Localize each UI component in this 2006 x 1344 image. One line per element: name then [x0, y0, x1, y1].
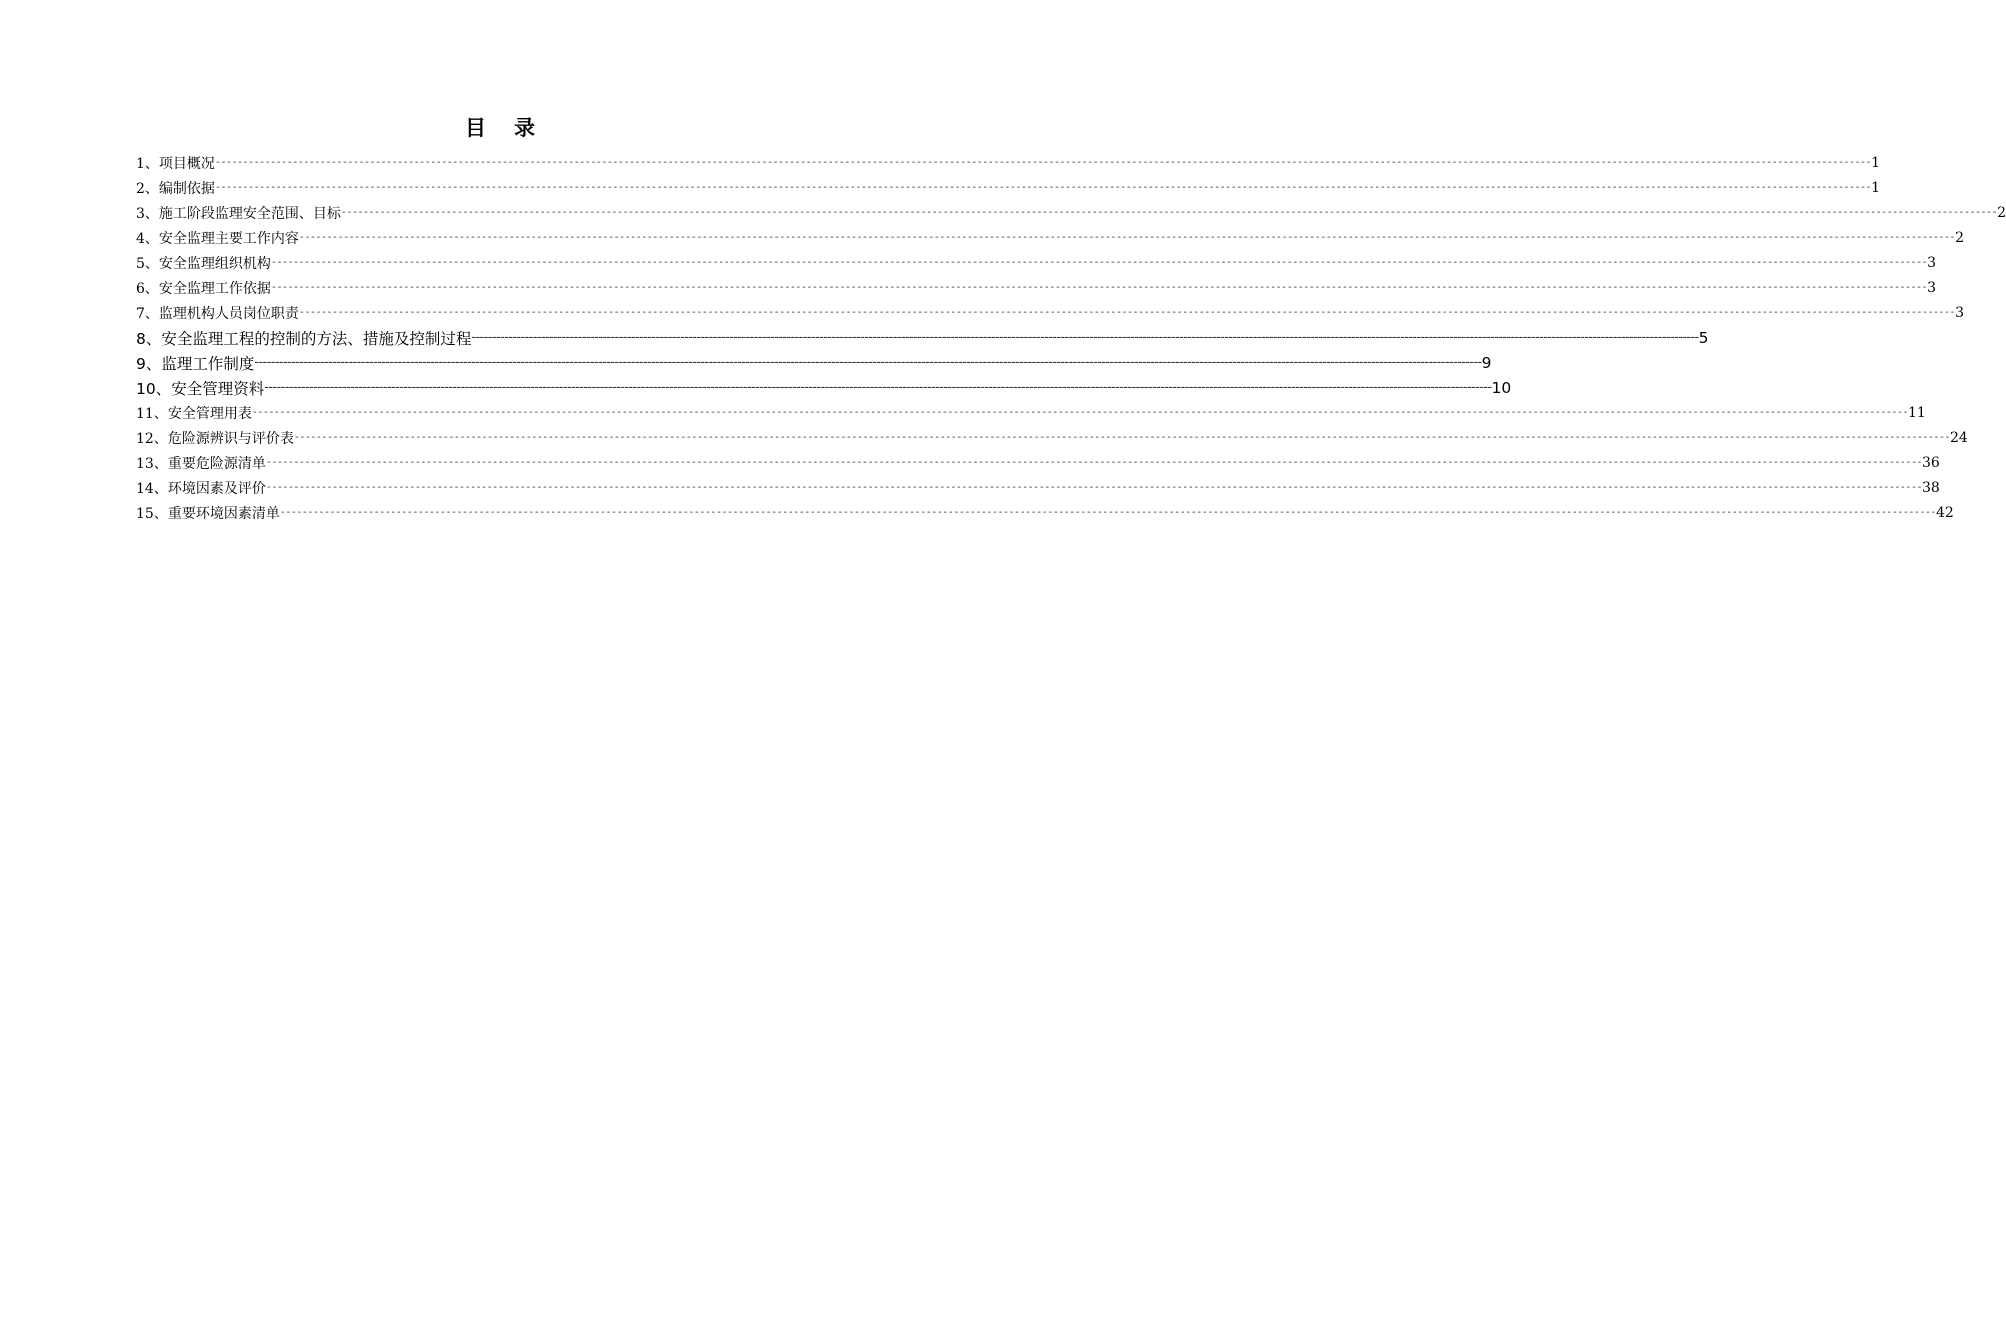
toc-entry-label: 10、安全管理资料 — [136, 379, 265, 398]
toc-entry-page-number: 36 — [1921, 454, 1940, 471]
toc-entry-label: 12、危险源辨识与评价表 — [136, 430, 294, 447]
toc-entry-label: 1、项目概况 — [136, 155, 215, 172]
toc-leader-dashes: ------------------------------------------------------------------------------------------------------------------------------------------------------------------------------------------------------------------------------------------------------------------------------------------------------------ — [293, 432, 1950, 443]
toc-list — [136, 150, 2006, 525]
toc-entry-page-number: 2 — [1955, 229, 1964, 246]
toc-entry-label: 4、安全监理主要工作内容 — [136, 230, 299, 247]
toc-leader-dashes: ------------------------------------------------------------------------------------------------------------------------------------------------------------------------------------------------------------------------------------------------------------------------------------------------------------ — [471, 330, 1699, 345]
toc-entry[interactable] — [136, 500, 1954, 525]
toc-entry-page-number: 3 — [1927, 254, 1936, 271]
toc-leader-dashes: ------------------------------------------------------------------------------------------------------------------------------------------------------------------------------------------------------------------------------------------------------------------------------------------------------------ — [265, 482, 1922, 493]
toc-entry[interactable] — [136, 375, 1512, 400]
toc-leader-dashes: ------------------------------------------------------------------------------------------------------------------------------------------------------------------------------------------------------------------------------------------------------------------------------------------------------------ — [279, 507, 1936, 518]
toc-entry[interactable] — [136, 175, 1880, 200]
toc-entry-label: 3、施工阶段监理安全范围、目标 — [136, 205, 341, 222]
toc-entry-label: 13、重要危险源清单 — [136, 455, 266, 472]
toc-leader-dashes: ------------------------------------------------------------------------------------------------------------------------------------------------------------------------------------------------------------------------------------------------------------------------------------------------------------ — [265, 457, 1922, 468]
toc-leader-dashes: ------------------------------------------------------------------------------------------------------------------------------------------------------------------------------------------------------------------------------------------------------------------------------------------------------------ — [254, 355, 1482, 370]
toc-title-char-2: 录 — [514, 116, 535, 140]
toc-leader-dashes: ------------------------------------------------------------------------------------------------------------------------------------------------------------------------------------------------------------------------------------------------------------------------------------------------------------ — [251, 407, 1908, 418]
toc-entry[interactable] — [136, 200, 2006, 225]
toc-leader-dashes: ------------------------------------------------------------------------------------------------------------------------------------------------------------------------------------------------------------------------------------------------------------------------------------------------------------ — [270, 257, 1928, 268]
toc-leader-dashes: ------------------------------------------------------------------------------------------------------------------------------------------------------------------------------------------------------------------------------------------------------------------------------------------------------------ — [264, 380, 1492, 395]
toc-entry[interactable] — [136, 400, 1926, 425]
toc-entry[interactable] — [136, 475, 1940, 500]
toc-entry[interactable] — [136, 425, 1968, 450]
toc-title-char-1: 目 — [465, 116, 486, 140]
toc-entry-page-number: 10 — [1491, 378, 1512, 397]
toc-entry[interactable] — [136, 225, 1964, 250]
toc-entry-page-number: 1 — [1871, 179, 1880, 196]
toc-entry-page-number: 42 — [1935, 504, 1954, 521]
toc-leader-dashes: ------------------------------------------------------------------------------------------------------------------------------------------------------------------------------------------------------------------------------------------------------------------------------------------------------------ — [270, 282, 1928, 293]
toc-entry-page-number: 1 — [1871, 154, 1880, 171]
toc-entry-label: 2、编制依据 — [136, 180, 215, 197]
toc-entry[interactable] — [136, 325, 1709, 350]
toc-entry-page-number: 9 — [1481, 353, 1492, 372]
toc-entry-label: 14、环境因素及评价 — [136, 480, 266, 497]
toc-entry-label: 15、重要环境因素清单 — [136, 505, 280, 522]
toc-leader-dashes: ------------------------------------------------------------------------------------------------------------------------------------------------------------------------------------------------------------------------------------------------------------------------------------------------------------ — [298, 232, 1956, 243]
toc-entry-label: 7、监理机构人员岗位职责 — [136, 305, 299, 322]
toc-entry-page-number: 3 — [1955, 304, 1964, 321]
toc-entry-label: 11、安全管理用表 — [136, 405, 252, 422]
toc-entry[interactable] — [136, 150, 1880, 175]
toc-entry[interactable] — [136, 300, 1964, 325]
toc-leader-dashes: ------------------------------------------------------------------------------------------------------------------------------------------------------------------------------------------------------------------------------------------------------------------------------------------------------------ — [214, 157, 1872, 168]
toc-entry-page-number: 5 — [1698, 328, 1709, 347]
toc-leader-dashes: ------------------------------------------------------------------------------------------------------------------------------------------------------------------------------------------------------------------------------------------------------------------------------------------------------------ — [340, 207, 1998, 218]
toc-entry-label: 5、安全监理组织机构 — [136, 255, 271, 272]
toc-entry-label: 8、安全监理工程的控制的方法、措施及控制过程 — [136, 329, 472, 348]
toc-entry[interactable] — [136, 250, 1936, 275]
toc-entry[interactable] — [136, 350, 1492, 375]
toc-entry-page-number: 11 — [1907, 404, 1926, 421]
toc-entry-page-number: 24 — [1949, 429, 1968, 446]
toc-leader-dashes: ------------------------------------------------------------------------------------------------------------------------------------------------------------------------------------------------------------------------------------------------------------------------------------------------------------ — [298, 307, 1956, 318]
toc-entry-label: 6、安全监理工作依据 — [136, 280, 271, 297]
toc-entry-page-number: 2 — [1997, 204, 2006, 221]
toc-entry-label: 9、监理工作制度 — [136, 354, 255, 373]
toc-title — [0, 112, 1000, 142]
toc-leader-dashes: ------------------------------------------------------------------------------------------------------------------------------------------------------------------------------------------------------------------------------------------------------------------------------------------------------------ — [214, 182, 1872, 193]
toc-entry[interactable] — [136, 275, 1936, 300]
toc-entry-page-number: 3 — [1927, 279, 1936, 296]
toc-entry-page-number: 38 — [1921, 479, 1940, 496]
toc-entry[interactable] — [136, 450, 1940, 475]
